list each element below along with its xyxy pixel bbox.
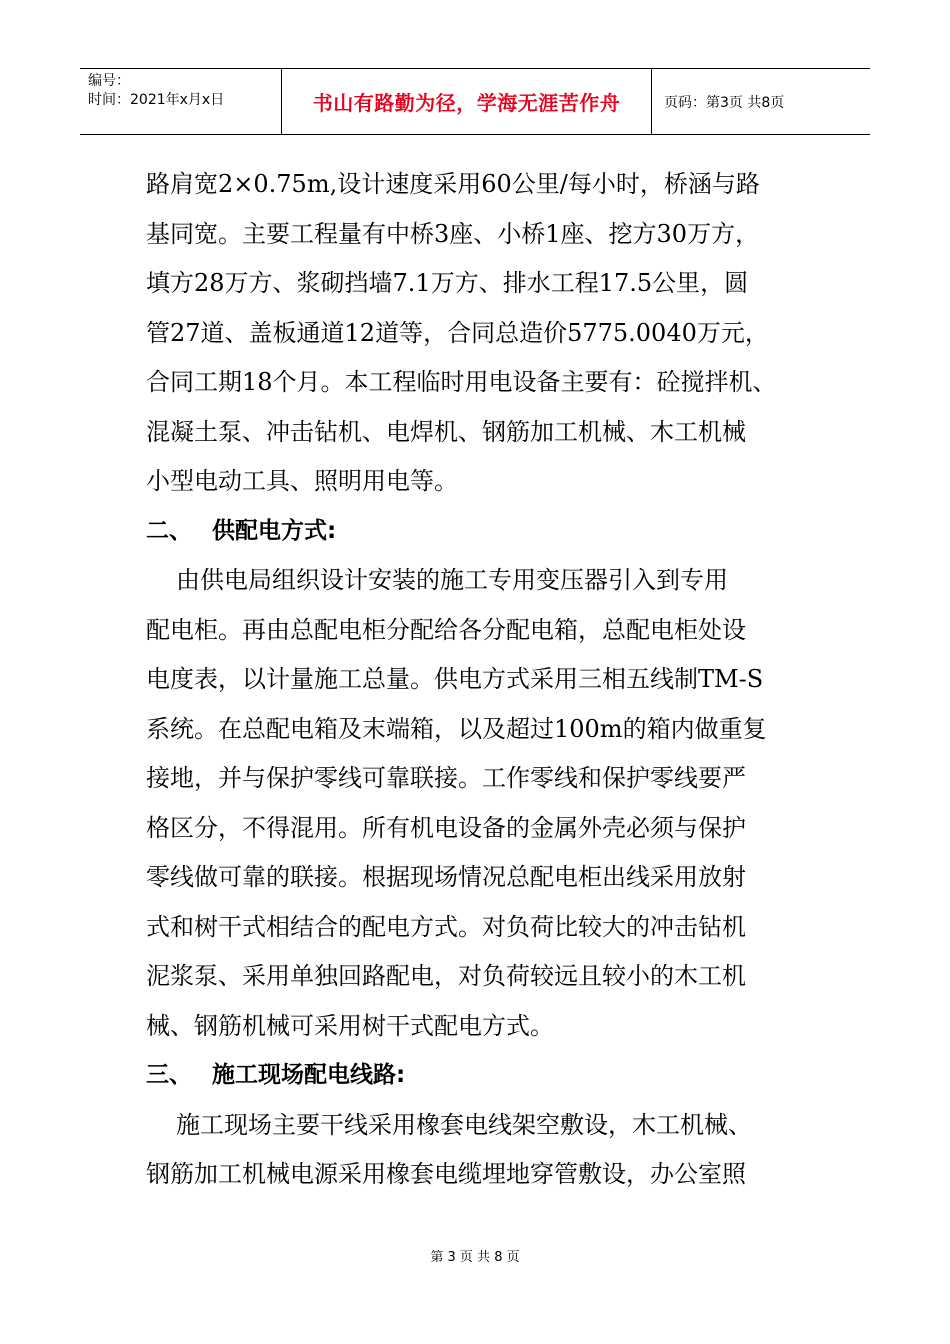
body-line: 械、钢筋机械可采用树干式配电方式。 — [146, 1011, 554, 1040]
body-line: 路肩宽2×0.75m,设计速度采用60公里/每小时，桥涵与路 — [146, 170, 760, 198]
body-line: 钢筋加工机械电源采用橡套电缆埋地穿管敷设，办公室照 — [146, 1160, 746, 1188]
body-line: 接地，并与保护零线可靠联接。工作零线和保护零线要严 — [146, 764, 746, 792]
body-line: 格区分，不得混用。所有机电设备的金属外壳必须与保护 — [146, 813, 746, 842]
body-line: 由供电局组织设计安装的施工专用变压器引入到专用 — [176, 566, 728, 594]
body-line: 合同工期18个月。本工程临时用电设备主要有：砼搅拌机、 — [146, 368, 777, 396]
page-header — [80, 68, 870, 135]
section-number: 三、 — [146, 1062, 192, 1088]
section-heading-3 — [146, 1051, 826, 1101]
body-line: 施工现场主要干线采用橡套电线架空敷设，木工机械、 — [176, 1110, 752, 1139]
body-line: 填方28万方、浆砌挡墙7.1万方、排水工程17.5公里，圆 — [146, 269, 749, 297]
body-line: 电度表，以计量施工总量。供电方式采用三相五线制TM-S — [146, 665, 764, 693]
body-line: 式和树干式相结合的配电方式。对负荷比较大的冲击钻机 — [146, 912, 746, 941]
document-body — [146, 160, 826, 1200]
header-meta — [80, 69, 282, 134]
header-motto: 书山有路勤为径，学海无涯苦作舟 — [282, 69, 652, 134]
body-line: 配电柜。再由总配电柜分配给各分配电箱，总配电柜处设 — [146, 615, 746, 644]
body-line: 系统。在总配电箱及末端箱，以及超过100m的箱内做重复 — [146, 714, 767, 743]
section-title: 供配电方式: — [212, 517, 337, 544]
body-line: 基同宽。主要工程量有中桥3座、小桥1座、挖方30万方， — [146, 219, 760, 248]
section-number: 二、 — [146, 517, 192, 544]
section-heading-2 — [146, 507, 826, 557]
number-label: 编号： — [88, 73, 130, 89]
body-line: 零线做可靠的联接。根据现场情况总配电柜出线采用放射 — [146, 863, 746, 891]
body-line: 小型电动工具、照明用电等。 — [146, 467, 458, 495]
body-line: 混凝土泵、冲击钻机、电焊机、钢筋加工机械、木工机械 — [146, 417, 746, 446]
body-line: 泥浆泵、采用单独回路配电，对负荷较远且较小的木工机 — [146, 962, 746, 990]
section-title: 施工现场配电线路: — [212, 1062, 406, 1088]
header-page-info: 页码：第3页 共8页 — [664, 94, 785, 111]
time-label: 时间：2021年x月x日 — [88, 92, 225, 108]
body-line: 管27道、盖板通道12道等，合同总造价5775.0040万元， — [146, 318, 769, 347]
page-footer: 第 3 页 共 8 页 — [430, 1250, 520, 1265]
